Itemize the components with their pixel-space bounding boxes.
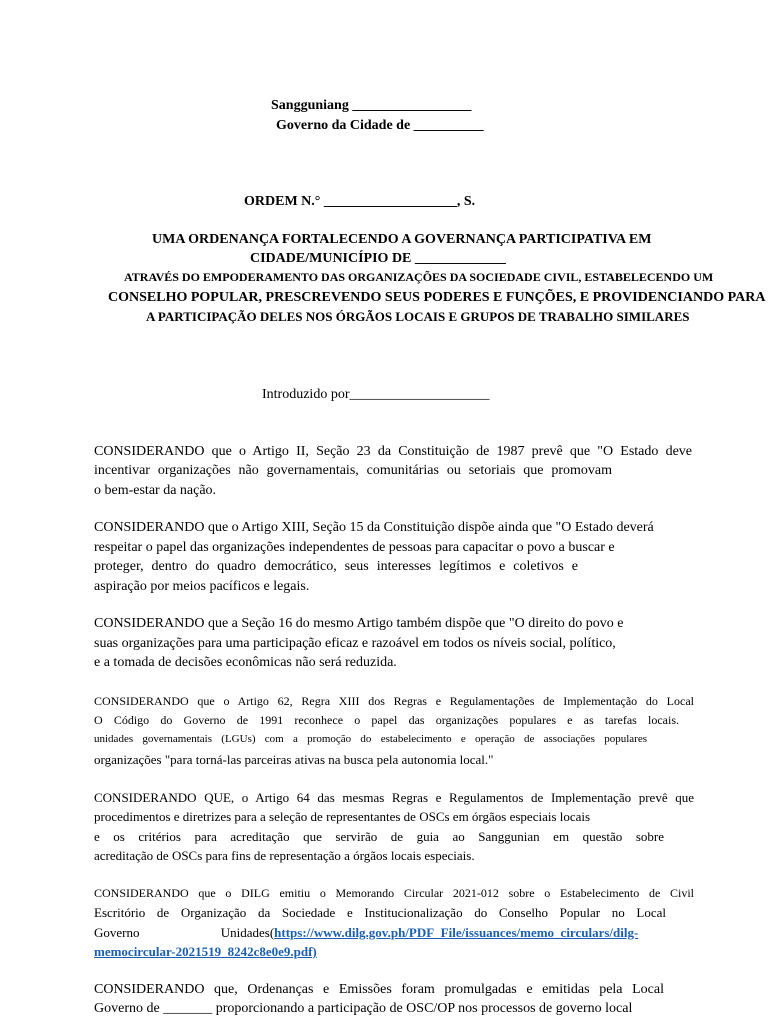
paragraph-4-line-2: O Código do Governo de 1991 reconhece o papel das organizações populares e as tarefas locais. [94,713,679,727]
paragraph-3-line-3: e a tomada de decisões econômicas não será reduzida. [94,655,397,670]
paragraph-1-line-1: CONSIDERANDO que o Artigo II, Seção 23 da Constituição de 1987 prevê que "O Estado deve [94,444,692,459]
paragraph-1-line-2: incentivar organizações não governamentais, comunitárias ou setoriais que promovam [94,463,612,478]
paragraph-2-line-4: aspiração por meios pacíficos e legais. [94,579,310,594]
introduced-by: Introduzido por____________________ [262,387,490,402]
paragraph-6-line-4 [94,944,317,960]
paragraph-5-line-1: CONSIDERANDO QUE, o Artigo 64 das mesmas Regras e Regulamentos de Implementação prevê que [94,790,694,805]
paragraph-7-line-2: Governo de _______ proporcionando a participação de OSC/OP nos processos de governo local [94,1001,633,1016]
title-line-4: CONSELHO POPULAR, PRESCREVENDO SEUS PODERES E FUNÇÕES, E PROVIDENCIANDO PARA [108,290,766,305]
paragraph-6-line-3 [94,925,638,941]
paragraph-6-line-2: Escritório de Organização da Sociedade e Institucionalização do Conselho Popular no Local [94,905,666,920]
title-line-3: ATRAVÉS DO EMPODERAMENTO DAS ORGANIZAÇÕES DA SOCIEDADE CIVIL, ESTABELECENDO UM [124,270,714,284]
paragraph-7-line-1: CONSIDERANDO que, Ordenanças e Emissões foram promulgadas e emitidas pela Local [94,982,664,997]
paragraph-6-governo-text: Governo Unidades( [94,925,275,940]
paragraph-3-line-1: CONSIDERANDO que a Seção 16 do mesmo Artigo também dispõe que "O direito do povo e [94,616,624,631]
dilg-memo-link-continued[interactable]: memocircular-2021519_8242c8e0e9.pdf) [94,944,317,959]
sangguniang-line: Sangguniang _________________ [271,98,472,113]
paragraph-3-line-2: suas organizações para uma participação eficaz e razoável em todos os níveis social, político, [94,636,616,651]
title-line-1: UMA ORDENANÇA FORTALECENDO A GOVERNANÇA PARTICIPATIVA EM [152,232,652,247]
ordem-number: ORDEM N.° ___________________, S. [244,194,476,209]
paragraph-6-line-1: CONSIDERANDO que o DILG emitiu o Memorando Circular 2021-012 sobre o Estabelecimento de Civil [94,886,694,900]
paragraph-4-line-4: organizações "para torná-las parceiras ativas na busca pela autonomia local." [94,752,494,767]
paragraph-5-line-2: procedimentos e diretrizes para a seleção de representantes de OSCs em órgãos especiais locais [94,809,591,824]
title-line-5: A PARTICIPAÇÃO DELES NOS ÓRGÃOS LOCAIS E GRUPOS DE TRABALHO SIMILARES [146,309,690,324]
title-line-2: CIDADE/MUNICÍPIO DE _____________ [250,251,506,266]
governo-line: Governo da Cidade de __________ [276,118,484,133]
paragraph-2-line-2: respeitar o papel das organizações independentes de pessoas para capacitar o povo a buscar e [94,540,615,555]
dilg-memo-link[interactable]: https://www.dilg.gov.ph/PDF_File/issuances/memo_circulars/dilg- [274,925,639,940]
paragraph-5-line-4: acreditação de OSCs para fins de representação a órgãos locais especiais. [94,848,475,863]
paragraph-4-line-3: unidades governamentais (LGUs) com a promoção do estabelecimento e operação de associações populares [94,733,647,745]
paragraph-5-line-3: e os critérios para acreditação que servirão de guia ao Sanggunian em questão sobre [94,829,664,844]
paragraph-4-line-1: CONSIDERANDO que o Artigo 62, Regra XIII dos Regras e Regulamentações de Implementação do Local [94,694,694,708]
paragraph-1-line-3: o bem-estar da nação. [94,483,217,498]
paragraph-2-line-3: proteger, dentro do quadro democrático, seus interesses legítimos e coletivos e [94,559,578,574]
paragraph-2-line-1: CONSIDERANDO que o Artigo XIII, Seção 15 da Constituição dispõe ainda que "O Estado deverá [94,520,654,535]
